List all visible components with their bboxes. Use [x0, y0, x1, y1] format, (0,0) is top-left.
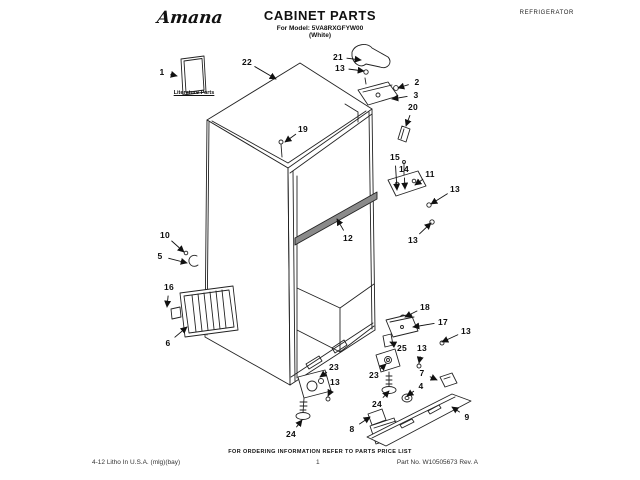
callout-13: 13 — [407, 235, 419, 245]
category-label: REFRIGERATOR — [519, 10, 574, 16]
callout-23: 23 — [368, 370, 380, 380]
finish-line: (White) — [308, 32, 332, 40]
callout-10: 10 — [159, 230, 171, 240]
callout-25: 25 — [396, 343, 408, 353]
callout-13: 13 — [416, 343, 428, 353]
leader-line-24 — [297, 420, 302, 427]
callout-20: 20 — [407, 102, 419, 112]
callout-13: 13 — [460, 326, 472, 336]
leader-line-14 — [404, 178, 405, 189]
callout-15: 15 — [389, 152, 401, 162]
callout-2: 2 — [414, 77, 420, 87]
leader-line-2 — [398, 85, 408, 88]
leader-line-13 — [442, 335, 458, 342]
callout-14: 14 — [398, 164, 410, 174]
callout-4: 4 — [418, 381, 424, 391]
top-hinge-parts — [352, 45, 410, 142]
litho-note: 4-12 Litho In U.S.A. (mlg)(bay) — [92, 459, 181, 466]
callout-3: 3 — [413, 90, 419, 100]
callout-24: 24 — [371, 399, 383, 409]
callout-6: 6 — [165, 338, 171, 348]
callout-1: 1 — [159, 67, 165, 77]
leader-line-13 — [420, 223, 431, 234]
compressor-mount-parts — [376, 349, 457, 402]
amana-logo: Amana — [155, 8, 224, 28]
callout-21: 21 — [332, 52, 344, 62]
vent-panel — [171, 286, 238, 337]
callout-7: 7 — [419, 368, 425, 378]
callout-5: 5 — [157, 251, 163, 261]
model-line: For Model: 5VA8RXGFYW00 — [276, 24, 364, 32]
leader-line-1 — [171, 74, 177, 76]
callout-19: 19 — [297, 124, 309, 134]
literature-parts-label: Literature Parts — [173, 90, 215, 96]
callout-13: 13 — [329, 377, 341, 387]
ordering-note: FOR ORDERING INFORMATION REFER TO PARTS PRICE LIST — [228, 449, 412, 455]
leader-line-13 — [431, 194, 447, 204]
callout-13: 13 — [449, 184, 461, 194]
front-roller-parts — [296, 370, 331, 420]
leader-line-20 — [406, 115, 410, 126]
page-title: CABINET PARTS — [263, 8, 377, 23]
callout-12: 12 — [342, 233, 354, 243]
leader-line-12 — [337, 219, 343, 230]
callout-13: 13 — [334, 63, 346, 73]
drain-clamp-parts — [184, 251, 198, 266]
leader-line-7 — [430, 377, 437, 380]
callout-22: 22 — [241, 57, 253, 67]
callout-23: 23 — [328, 362, 340, 372]
callout-9: 9 — [464, 412, 470, 422]
leader-line-10 — [172, 241, 184, 252]
leader-line-22 — [255, 67, 276, 79]
callout-17: 17 — [437, 317, 449, 327]
callout-8: 8 — [349, 424, 355, 434]
page-number: 1 — [316, 459, 320, 466]
part-number: Part No. W10505673 Rev. A — [396, 459, 478, 466]
leader-line-25 — [390, 342, 394, 344]
callout-11: 11 — [425, 169, 435, 179]
leader-line-8 — [359, 417, 370, 424]
leader-line-13 — [349, 69, 364, 71]
callout-18: 18 — [419, 302, 431, 312]
leader-line-13 — [419, 357, 420, 363]
callout-16: 16 — [163, 282, 175, 292]
leader-line-5 — [169, 258, 187, 263]
cabinet-line-art — [205, 63, 380, 385]
leader-line-17 — [413, 323, 434, 327]
leader-line-16 — [167, 296, 168, 307]
callout-24: 24 — [285, 429, 297, 439]
